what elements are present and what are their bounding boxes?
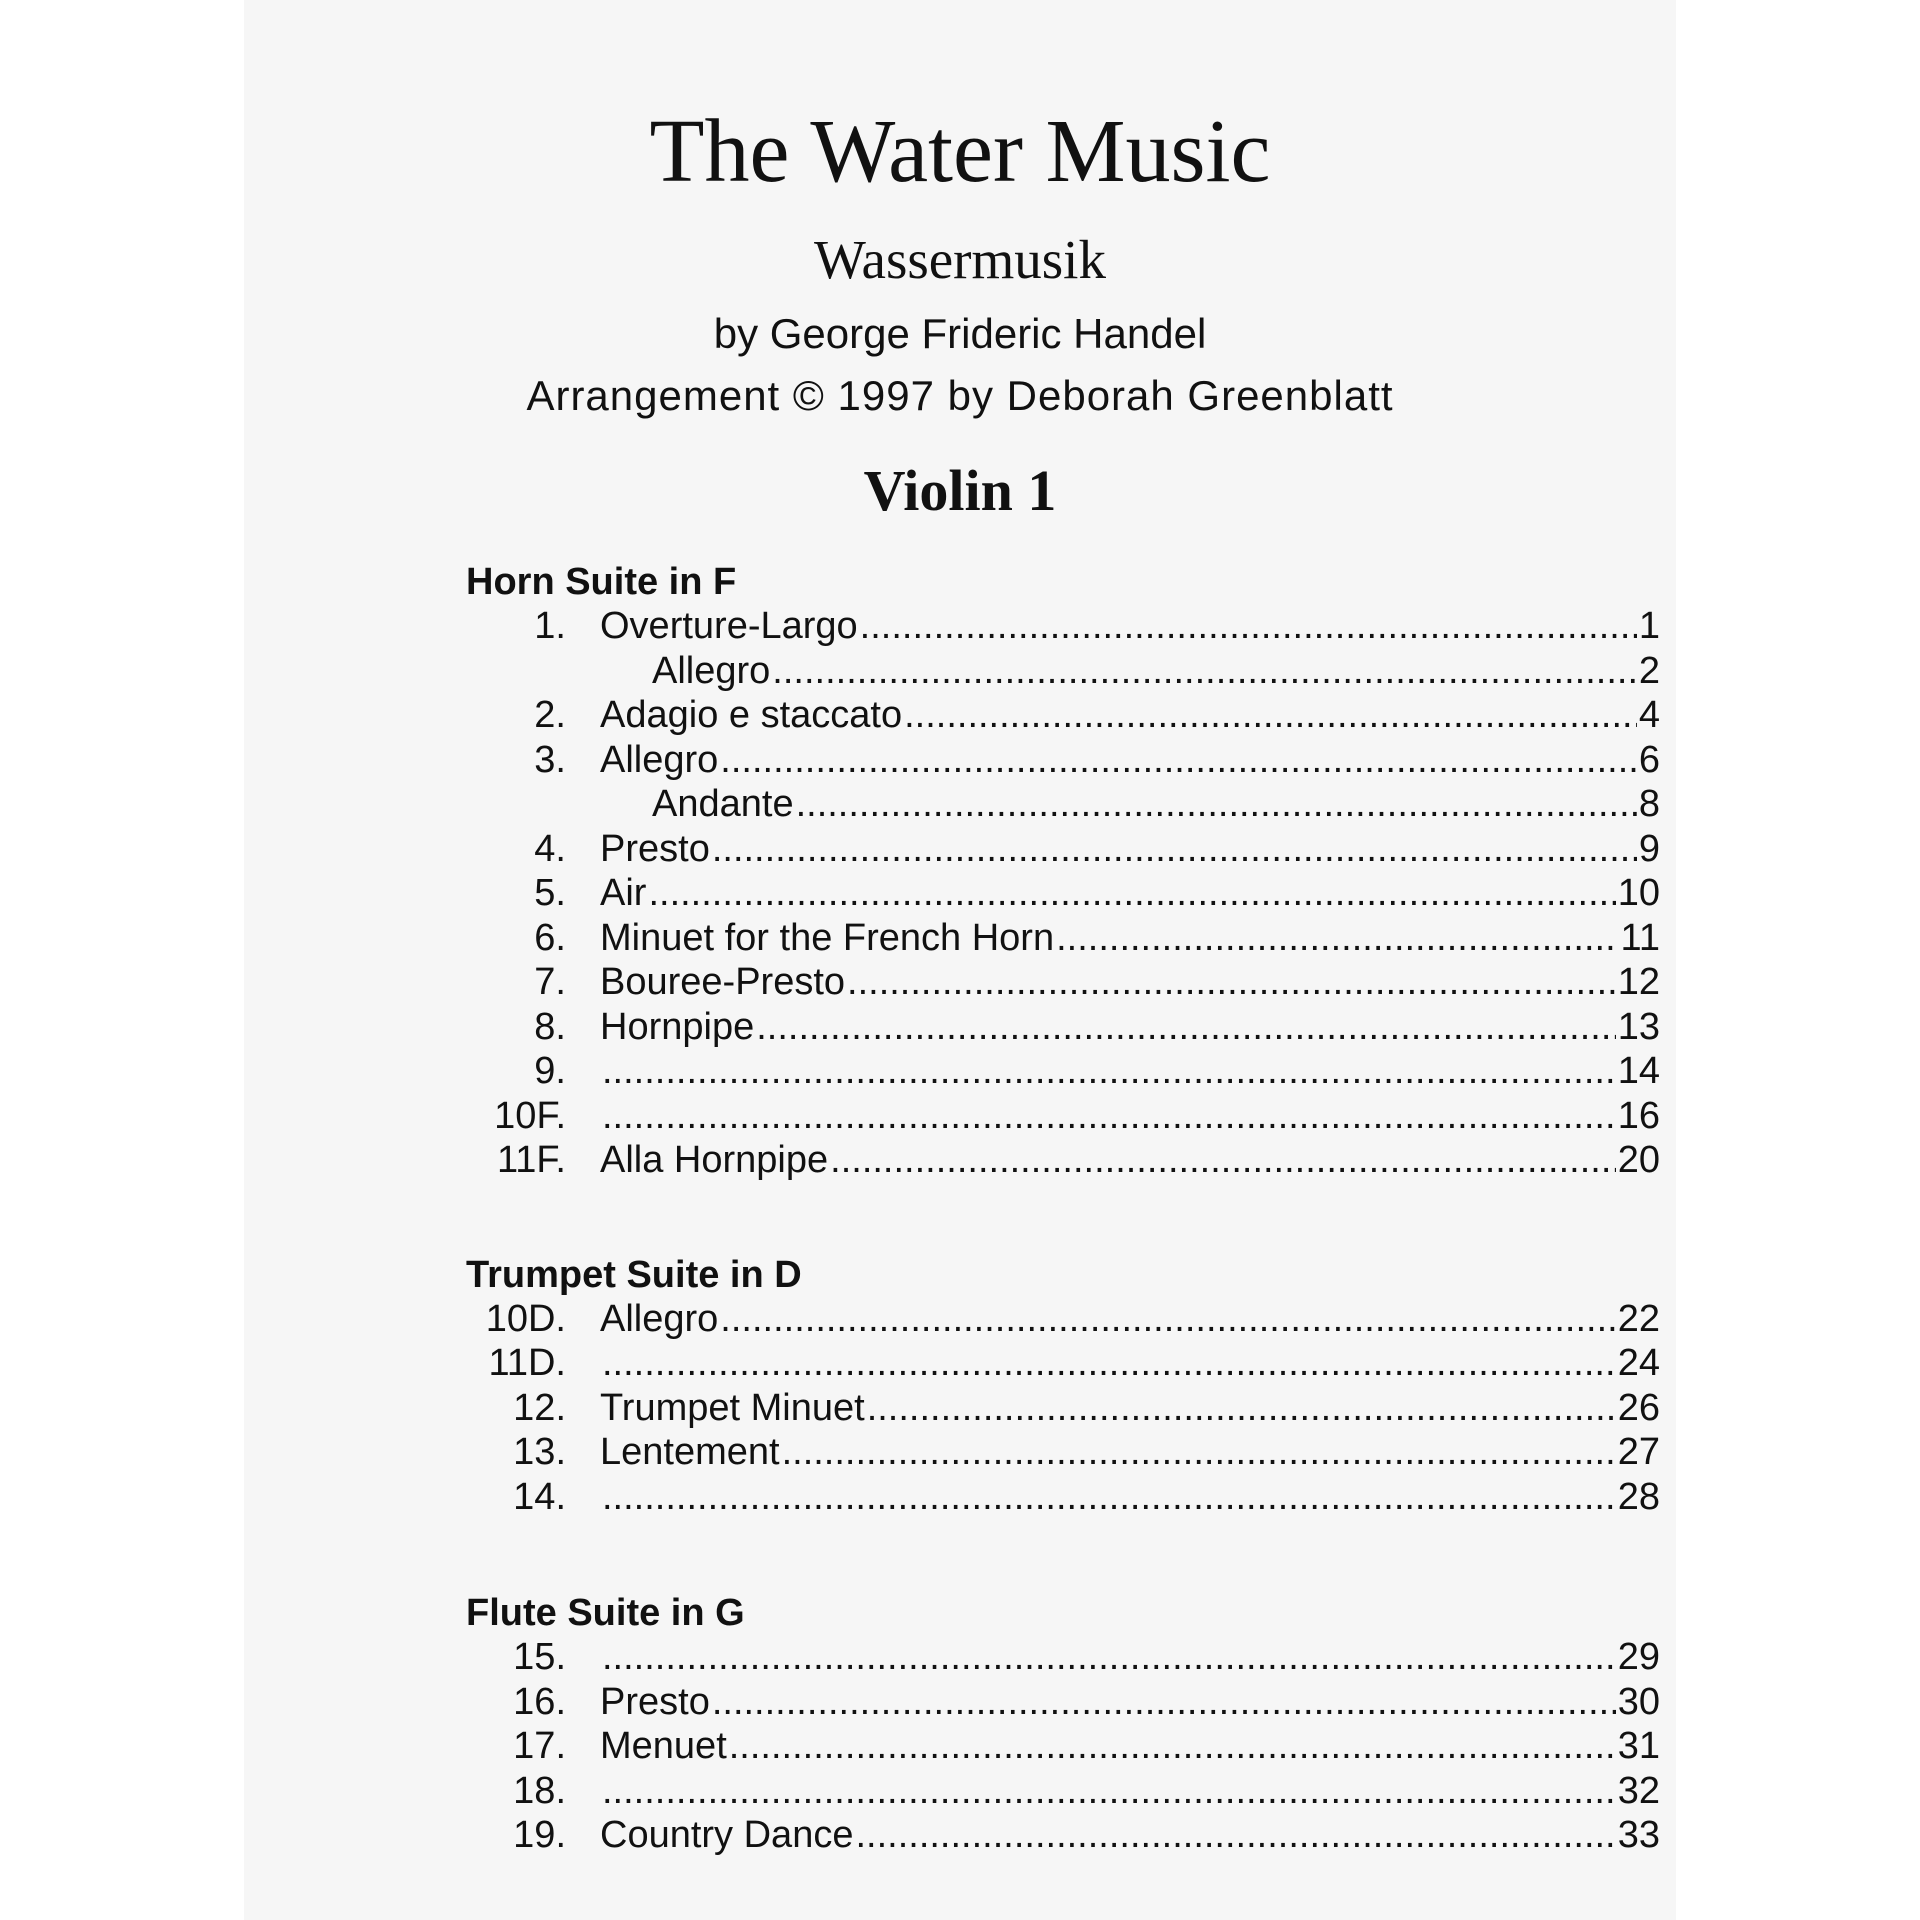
- movement-title: Allegro: [600, 738, 719, 781]
- entry-leader-line: [600, 827, 1660, 872]
- movement-title: Hornpipe: [600, 1005, 755, 1048]
- entry-leader-line: [600, 1138, 1660, 1183]
- toc-entry: [244, 1049, 1676, 1094]
- toc-entry: [244, 1138, 1676, 1183]
- part-name: Violin 1: [863, 458, 1057, 523]
- dot-leader: [602, 1341, 1616, 1386]
- movement-title: Presto: [600, 827, 710, 870]
- toc-entry: [244, 782, 1676, 827]
- movement-number: 1.: [534, 605, 566, 647]
- toc-entry: [244, 1680, 1676, 1725]
- toc-entry: [244, 693, 1676, 738]
- entry-leader-line: [652, 649, 1660, 694]
- movement-title: Presto: [600, 1680, 710, 1723]
- movement-title: Menuet: [600, 1725, 727, 1767]
- movement-number: 13.: [513, 1431, 566, 1473]
- movement-title: Lentement: [600, 1431, 780, 1473]
- movement-number: 16.: [513, 1680, 566, 1723]
- toc-entry: [244, 1430, 1676, 1475]
- dot-leader: [712, 827, 1637, 872]
- movement-number: 12.: [513, 1386, 566, 1429]
- page-number: 13: [1617, 1005, 1660, 1048]
- arrangement-credit: Arrangement © 1997 by Deborah Greenblatt: [526, 372, 1394, 419]
- movement-title: Allegro: [600, 1297, 719, 1340]
- suite-title: Flute Suite in G: [466, 1592, 745, 1634]
- page-number: 26: [1617, 1386, 1660, 1429]
- page-number: 11: [1620, 916, 1660, 959]
- page-number: 30: [1617, 1680, 1660, 1723]
- section-spacer: [244, 1519, 1676, 1587]
- page-number: 6: [1638, 738, 1660, 781]
- toc-entry: [244, 1297, 1676, 1342]
- page-number: 12: [1617, 961, 1660, 1003]
- entry-leader-line: [600, 693, 1660, 738]
- document-title: The Water Music: [649, 102, 1271, 201]
- toc-entry: [244, 1724, 1676, 1769]
- dot-leader: [855, 1813, 1615, 1858]
- toc-entry: [244, 604, 1676, 649]
- suite-section: [244, 1249, 1676, 1520]
- movement-number: 11D.: [488, 1342, 566, 1384]
- page-number: 10: [1617, 872, 1660, 914]
- entry-leader-line: [600, 1475, 1660, 1520]
- dot-leader: [782, 1430, 1616, 1475]
- dot-leader: [847, 960, 1616, 1005]
- entry-leader-line: [600, 1680, 1660, 1725]
- dot-leader: [720, 1297, 1615, 1342]
- dot-leader: [830, 1138, 1616, 1183]
- movement-title: Trumpet Minuet: [600, 1386, 865, 1429]
- page-number: 8: [1638, 783, 1660, 825]
- dot-leader: [772, 649, 1637, 694]
- page-number: 24: [1617, 1342, 1660, 1384]
- entry-leader-line: [600, 1005, 1660, 1050]
- page-number: 16: [1617, 1094, 1660, 1137]
- suite-title: Horn Suite in F: [466, 561, 737, 603]
- dot-leader: [720, 738, 1637, 783]
- entry-leader-line: [652, 782, 1660, 827]
- movement-title: Country Dance: [600, 1814, 854, 1856]
- page-number: 31: [1617, 1725, 1660, 1767]
- page-number: 29: [1617, 1636, 1660, 1678]
- movement-title: Minuet for the French Horn: [600, 916, 1055, 959]
- dot-leader: [904, 693, 1637, 738]
- dot-leader: [602, 1635, 1616, 1680]
- toc-entry: [244, 649, 1676, 694]
- movement-title: Andante: [652, 783, 794, 825]
- section-spacer: [244, 1183, 1676, 1249]
- movement-number: 11F.: [496, 1139, 566, 1181]
- dot-leader: [1056, 916, 1618, 961]
- toc-entry: [244, 871, 1676, 916]
- toc-entry: [244, 1341, 1676, 1386]
- entry-leader-line: [600, 1635, 1660, 1680]
- entry-leader-line: [600, 871, 1660, 916]
- movement-number: 7.: [534, 961, 566, 1003]
- dot-leader: [796, 782, 1637, 827]
- movement-title: Allegro: [652, 649, 771, 692]
- entry-leader-line: [600, 1769, 1660, 1814]
- dot-leader: [602, 1769, 1616, 1814]
- movement-number: 2.: [534, 694, 566, 736]
- entry-leader-line: [600, 1094, 1660, 1139]
- movement-title: Air: [600, 872, 647, 914]
- suite-section: [244, 1587, 1676, 1858]
- page-number: 22: [1617, 1297, 1660, 1340]
- page-number: 4: [1638, 694, 1660, 736]
- entry-leader-line: [600, 1386, 1660, 1431]
- movement-number: 4.: [534, 827, 566, 870]
- dot-leader: [648, 871, 1615, 916]
- entry-leader-line: [600, 1430, 1660, 1475]
- movement-number: 18.: [513, 1769, 566, 1812]
- movement-number: 15.: [513, 1636, 566, 1678]
- page-number: 27: [1617, 1431, 1660, 1473]
- entry-leader-line: [600, 1813, 1660, 1858]
- dot-leader: [867, 1386, 1616, 1431]
- page-number: 28: [1617, 1475, 1660, 1518]
- movement-number: 10D.: [485, 1297, 566, 1340]
- toc-entry: [244, 1635, 1676, 1680]
- movement-title: Adagio e staccato: [600, 694, 903, 736]
- page-number: 32: [1617, 1769, 1660, 1812]
- toc-entry: [244, 738, 1676, 783]
- movement-number: 5.: [534, 872, 566, 914]
- toc-entry: [244, 1386, 1676, 1431]
- toc-entry: [244, 1094, 1676, 1139]
- toc-entry: [244, 827, 1676, 872]
- dot-leader: [860, 604, 1637, 649]
- composer-credit: by George Frideric Handel: [713, 310, 1207, 357]
- movement-title: Bouree-Presto: [600, 961, 846, 1003]
- page-number: 14: [1617, 1050, 1660, 1092]
- toc-entry: [244, 1005, 1676, 1050]
- page-number: 1: [1638, 605, 1660, 647]
- movement-number: 10F.: [494, 1094, 566, 1137]
- toc-entry: [244, 1769, 1676, 1814]
- dot-leader: [756, 1005, 1616, 1050]
- page-number: 33: [1617, 1814, 1660, 1856]
- movement-number: 3.: [534, 738, 566, 781]
- movement-number: 17.: [513, 1725, 566, 1767]
- dot-leader: [602, 1475, 1616, 1520]
- dot-leader: [729, 1724, 1616, 1769]
- entry-leader-line: [600, 916, 1660, 961]
- page-number: 2: [1638, 649, 1660, 692]
- dot-leader: [712, 1680, 1616, 1725]
- entry-leader-line: [600, 1724, 1660, 1769]
- toc-entry: [244, 1813, 1676, 1858]
- dot-leader: [602, 1094, 1616, 1139]
- table-of-contents: [244, 556, 1676, 1858]
- entry-leader-line: [600, 960, 1660, 1005]
- entry-leader-line: [600, 1297, 1660, 1342]
- suite-section: [244, 556, 1676, 1183]
- page-number: 20: [1617, 1139, 1660, 1181]
- page-number: 9: [1638, 827, 1660, 870]
- movement-number: 6.: [534, 916, 566, 959]
- movement-number: 9.: [534, 1050, 566, 1092]
- entry-leader-line: [600, 738, 1660, 783]
- movement-number: 19.: [513, 1814, 566, 1856]
- toc-entry: [244, 960, 1676, 1005]
- entry-leader-line: [600, 604, 1660, 649]
- movement-number: 8.: [534, 1005, 566, 1048]
- toc-entry: [244, 1475, 1676, 1520]
- sheet-music-page: [244, 0, 1676, 1920]
- entry-leader-line: [600, 1049, 1660, 1094]
- movement-title: Alla Hornpipe: [600, 1139, 829, 1181]
- dot-leader: [602, 1049, 1616, 1094]
- movement-number: 14.: [513, 1475, 566, 1518]
- suite-title: Trumpet Suite in D: [466, 1253, 802, 1296]
- toc-entry: [244, 916, 1676, 961]
- movement-title: Overture-Largo: [600, 605, 858, 647]
- document-subtitle: Wassermusik: [814, 229, 1106, 290]
- entry-leader-line: [600, 1341, 1660, 1386]
